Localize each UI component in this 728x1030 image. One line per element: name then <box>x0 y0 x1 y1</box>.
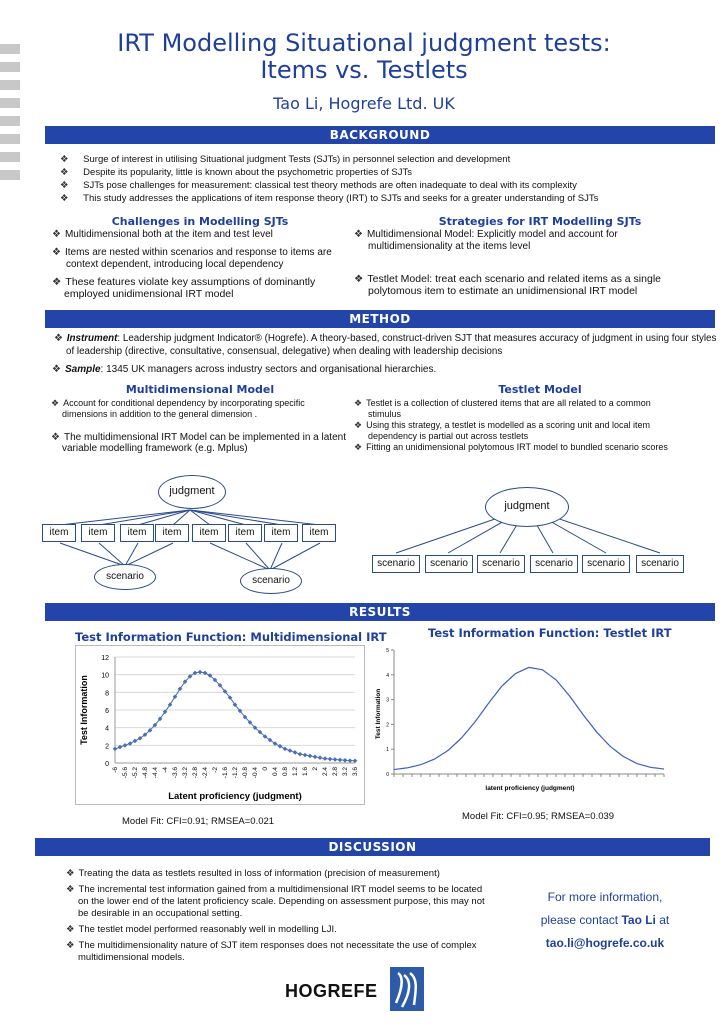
x-tick-label: 2.8 <box>332 767 339 777</box>
x-tick-label: -6 <box>112 767 119 773</box>
diamond-bullet-icon: ❖ <box>66 940 75 951</box>
multi-bullet: ❖ Account for conditional dependency by incorporating specific dimensions in addition to the general dimension . <box>51 398 305 419</box>
x-tick-label: 3.2 <box>342 767 349 777</box>
item-node: item <box>155 524 189 542</box>
section-method-header: METHOD <box>45 310 715 328</box>
y-tick-label: 1 <box>386 747 389 754</box>
x-tick-label: -4.4 <box>152 767 159 779</box>
x-tick-label: -2 <box>212 767 219 773</box>
x-axis-label: Latent proficiency (judgment) <box>168 791 302 802</box>
method-sample: ❖ Sample: 1345 UK managers across industry sectors and organisational hierarchies. <box>52 364 437 375</box>
y-tick-label: 0 <box>105 761 109 768</box>
y-tick-label: 8 <box>105 690 109 698</box>
scenario-box: scenario <box>582 555 630 573</box>
diamond-bullet-icon: ❖ <box>54 333 63 344</box>
discussion-bullets <box>65 868 485 964</box>
item-node: item <box>81 524 115 542</box>
background-bullet: ❖ Despite its popularity, little is known about the psychometric properties of SJTs <box>60 167 412 178</box>
multidimensional-bullets <box>50 398 350 454</box>
diamond-bullet-icon: ❖ <box>52 364 61 375</box>
challenge-item: ❖ These features violate key assumptions of dominantly employed unidimensional IRT model <box>52 276 316 300</box>
y-tick-label: 4 <box>386 672 389 679</box>
x-tick-label: 0 <box>262 767 269 771</box>
testlet-model-title: Testlet Model <box>498 383 582 396</box>
y-tick-label: 0 <box>386 772 389 778</box>
multidimensional-model-title: Multidimensional Model <box>125 383 275 396</box>
logo-text: HOGREFE <box>285 981 378 1001</box>
y-tick-label: 2 <box>386 722 389 729</box>
x-tick-label: -1.6 <box>222 767 229 779</box>
challenges-list <box>52 229 342 300</box>
x-tick-label: -3.2 <box>182 767 189 779</box>
item-node: item <box>120 524 154 542</box>
chart-right-title: Test Information Function: Testlet IRT <box>428 626 672 640</box>
x-tick-label: 0.4 <box>272 767 279 777</box>
contact-line-1: For more information, <box>547 890 663 904</box>
diamond-bullet-icon: ❖ <box>60 193 69 204</box>
diamond-bullet-icon: ❖ <box>60 154 69 165</box>
x-axis-label: latent proficiency (judgment) <box>485 785 575 792</box>
right-model-fit: Model Fit: CFI=0.95; RMSEA=0.039 <box>462 811 615 822</box>
y-tick-label: 6 <box>105 708 109 715</box>
x-tick-label: -5.6 <box>122 767 129 779</box>
multi-bullet: ❖ The multidimensional IRT Model can be implemented in a latent variable modelling framework (e.g. Mplus) <box>51 432 346 454</box>
title-line-1: IRT Modelling Situational judgment tests: <box>117 29 611 57</box>
y-tick-label: 4 <box>105 725 109 733</box>
section-results-header: RESULTS <box>45 603 715 621</box>
x-tick-label: 1.6 <box>302 767 309 777</box>
series-line <box>394 667 664 769</box>
contact-block <box>505 886 705 955</box>
challenges-title: Challenges in Modelling SJTs <box>111 215 289 228</box>
diamond-bullet-icon: ❖ <box>60 167 69 178</box>
testlet-bullets <box>352 398 682 453</box>
item-node: item <box>192 524 226 542</box>
diamond-bullet-icon: ❖ <box>51 398 60 408</box>
diamond-bullet-icon: ❖ <box>354 420 363 430</box>
diamond-bullet-icon: ❖ <box>52 247 61 258</box>
x-tick-label: 2.4 <box>322 767 329 777</box>
diamond-bullet-icon: ❖ <box>60 180 69 191</box>
testlet-bullet: ❖ Testlet is a collection of clustered items that are all related to a common stimulus <box>354 398 651 419</box>
x-tick-label: -0.8 <box>242 767 249 779</box>
item-node: item <box>264 524 298 542</box>
x-tick-label: -0.4 <box>252 767 259 779</box>
section-background-header: BACKGROUND <box>45 126 715 144</box>
x-tick-label: -4 <box>162 767 169 773</box>
testlet-bullet: ❖ Fitting an unidimensional polytomous IRT model to bundled scenario scores <box>354 442 668 452</box>
chart-testlet <box>372 642 672 802</box>
y-tick-label: 10 <box>101 672 109 680</box>
scenario-box: scenario <box>425 555 473 573</box>
diamond-bullet-icon: ❖ <box>66 868 75 879</box>
scenario-box: scenario <box>372 555 420 573</box>
discussion-bullet: ❖ The testlet model performed reasonably well in modelling LJI. <box>66 924 337 935</box>
strategies-title: Strategies for IRT Modelling SJTs <box>438 215 642 228</box>
scenario-box: scenario <box>477 555 525 573</box>
method-instrument: ❖ Instrument: Leadership judgment Indicator® (Hogrefe). A theory-based, construct-driven SJT that measures accuracy of judgment in using four styles of leadership (directive, consultative, consensual, delegative) when dealing with leadership decisions <box>54 333 717 357</box>
x-tick-label: -3.6 <box>172 767 179 779</box>
diamond-bullet-icon: ❖ <box>354 442 363 452</box>
y-tick-label: 2 <box>105 743 109 751</box>
diamond-bullet-icon: ❖ <box>354 229 363 240</box>
discussion-bullet: ❖ The incremental test information gained from a multidimensional IRT model seems to be located on the lower end of the latent proficiency scale. Depending on assessment purpose, this may not be desirable in an occupational setting. <box>66 884 485 919</box>
contact-line-2: please contact Tao Li at <box>540 913 670 927</box>
x-tick-label: -1.2 <box>232 767 239 779</box>
diamond-bullet-icon: ❖ <box>354 273 364 285</box>
poster-title <box>0 30 728 84</box>
scenario-node: scenario <box>240 568 302 594</box>
strategies-list <box>352 229 692 297</box>
x-tick-label: -2.4 <box>202 767 209 779</box>
contact-email[interactable]: tao.li@hogrefe.co.uk <box>545 936 665 950</box>
item-node: item <box>42 524 76 542</box>
discussion-bullet: ❖ Treating the data as testlets resulted in loss of information (precision of measurement) <box>66 868 440 879</box>
scenario-box: scenario <box>636 555 684 573</box>
background-bullet: ❖ This study addresses the applications of item response theory (IRT) to SJTs and seeks for a greater understanding of SJTs <box>60 193 599 204</box>
challenge-item: ❖ Items are nested within scenarios and response to items are context dependent, introducing local dependency <box>52 247 332 270</box>
y-tick-label: 3 <box>386 697 389 704</box>
title-line-2: Items vs. Testlets <box>260 56 468 84</box>
diamond-bullet-icon: ❖ <box>52 229 61 240</box>
y-axis-label: Test Information <box>375 688 382 740</box>
challenge-item: ❖ Multidimensional both at the item and test level <box>52 229 273 240</box>
author-line: Tao Li, Hogrefe Ltd. UK <box>273 94 455 113</box>
judgment-node: judgment <box>485 487 569 527</box>
judgment-node: judgment <box>158 475 226 509</box>
chart-multidimensional <box>75 645 365 805</box>
discussion-bullet: ❖ The multidimensionality nature of SJT item responses does not necessitate the use of complex multidimensional models. <box>66 940 477 963</box>
x-tick-label: 3.6 <box>352 767 359 777</box>
background-bullets <box>60 153 720 205</box>
logo-emblem-icon <box>390 967 424 1011</box>
x-tick-label: 2 <box>312 767 319 771</box>
y-tick-label: 12 <box>101 655 109 662</box>
left-model-fit: Model Fit: CFI=0.91; RMSEA=0.021 <box>122 816 275 827</box>
chart-frame <box>76 646 365 805</box>
contact-name: Tao Li <box>621 913 656 927</box>
strategy-item: ❖ Testlet Model: treat each scenario and related items as a single polytomous item to estimate an unidimensional IRT model <box>354 273 661 297</box>
scenario-node: scenario <box>94 564 156 590</box>
x-tick-label: 1.2 <box>292 767 299 777</box>
item-node: item <box>302 524 336 542</box>
y-axis-label: Test Information <box>79 675 89 745</box>
section-discussion-header: DISCUSSION <box>35 838 710 856</box>
background-bullet: ❖ Surge of interest in utilising Situational judgment Tests (SJTs) in personnel selection and development <box>60 154 511 165</box>
item-node: item <box>228 524 262 542</box>
strategy-item: ❖ Multidimensional Model: Explicitly model and account for multidimensionality at the items level <box>354 229 618 252</box>
background-bullet: ❖ SJTs pose challenges for measurement: classical test theory methods are often inadequate to deal with its complexity <box>60 180 577 191</box>
diamond-bullet-icon: ❖ <box>52 276 62 288</box>
scenario-box: scenario <box>530 555 578 573</box>
x-tick-label: 0.8 <box>282 767 289 777</box>
diamond-bullet-icon: ❖ <box>66 884 75 895</box>
diamond-bullet-icon: ❖ <box>51 432 60 443</box>
chart-left-title: Test Information Function: Multidimensional IRT <box>75 630 387 644</box>
x-tick-label: -5.2 <box>132 767 139 779</box>
diamond-bullet-icon: ❖ <box>66 924 75 935</box>
hogrefe-logo <box>285 965 425 1015</box>
diamond-bullet-icon: ❖ <box>354 398 363 408</box>
testlet-bullet: ❖ Using this strategy, a testlet is modelled as a scoring unit and local item dependency is partial out across testlets <box>354 420 651 441</box>
x-tick-label: -4.8 <box>142 767 149 779</box>
y-tick-label: 5 <box>386 648 389 654</box>
x-tick-label: -2.8 <box>192 767 199 779</box>
